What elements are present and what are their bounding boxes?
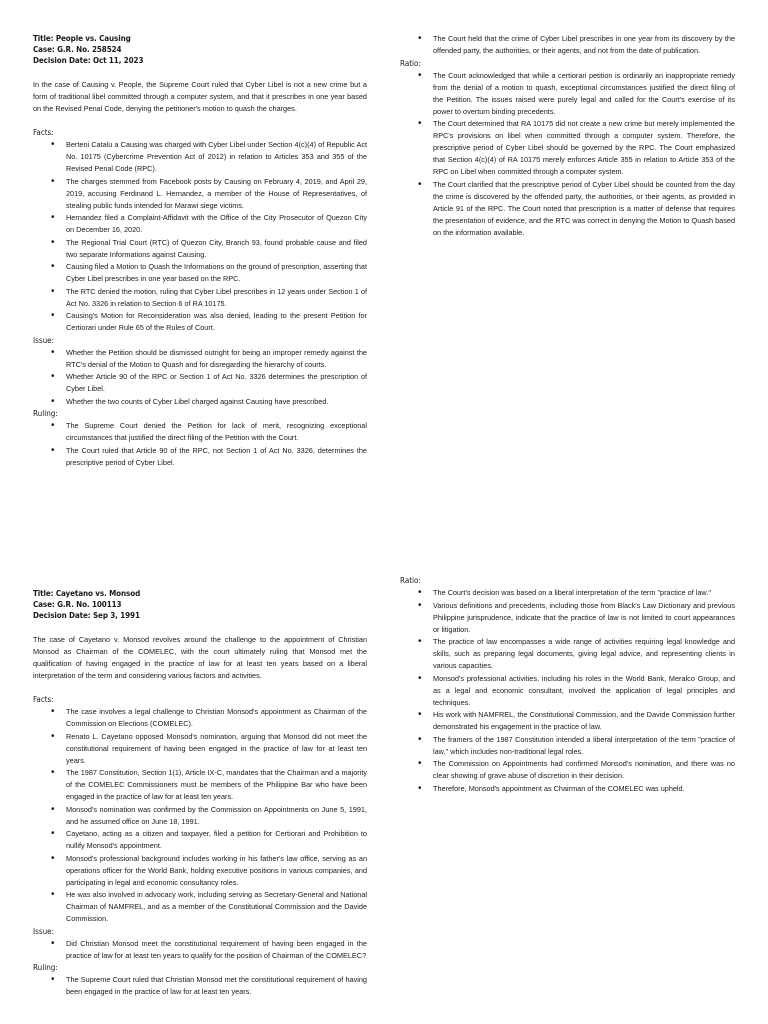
list-item: • The case involves a legal challenge to Christian Monsod's appointment as Chairman of the Commission on Elections (COMELEC).	[66, 706, 367, 730]
list-item: • The framers of the 1987 Constitution intended a liberal interpretation of the term "practice of law," which includes non-traditional legal roles.	[433, 734, 735, 758]
case1-issue-heading: Issue:	[33, 335, 55, 345]
case2-issue-heading: Issue:	[33, 926, 55, 936]
case2-ruling-heading: Ruling:	[33, 963, 58, 972]
case1-facts-list	[33, 139, 367, 334]
list-item: • His work with NAMFREL, the Constitutional Commission, and the Davide Commission further demonstrated his engagement in the practice of law.	[433, 709, 735, 733]
case1-left-column	[33, 33, 367, 469]
list-item: • The Court determined that RA 10175 did not create a new crime but merely implemented the RPC's provisions on libel when committed through a computer system. Therefore, the prescriptive period of Cyber Libel should be governed by the RPC. The Court emphasized that Section 4(c)(4) of RA 10175 merely enforces Article 355 in relation to Article 353 of the RPC on Libel when committed through a computer system.	[433, 118, 735, 178]
list-item: • The Regional Trial Court (RTC) of Quezon City, Branch 93, found probable cause and filed two separate Informations against Causing.	[66, 237, 367, 261]
case2-left-column	[33, 588, 367, 999]
case1-issue-list	[33, 347, 367, 408]
case2-case-number: Case: G.R. No. 100113	[33, 600, 122, 609]
list-item: • The Court acknowledged that while a certiorari petition is ordinarily an inappropriate remedy from the denial of a motion to quash, exceptional circumstances justified the direct filing of the Petition. The issues raised were purely legal and called for the Court's exercise of its power to overturn binding precedents.	[433, 70, 735, 118]
case2-issue-list	[33, 938, 367, 962]
case2-summary: The case of Cayetano v. Monsod revolves around the challenge to the appointment of Christian Monsod as Chairman of the COMELEC, with the court ultimately ruling that Monsod met the qualification of having engaged in the practice of law for at least ten years based on a liberal interpretation of the term and considering various factors and activities.	[33, 635, 367, 680]
list-item: • Causing filed a Motion to Quash the Informations on the ground of prescription, asserting that Cyber Libel prescribes in one year based on the RPC.	[66, 261, 367, 285]
list-item: • Hernandez filed a Complaint-Affidavit with the Office of the City Prosecutor of Quezon City on December 16, 2020.	[66, 212, 367, 236]
list-item: • The 1987 Constitution, Section 1(1), Article IX-C, mandates that the Chairman and a majority of the COMELEC Commissioners must be members of the Philippine Bar who have been engaged in the practice of law for at least ten years.	[66, 767, 367, 803]
list-item: • The Court held that the crime of Cyber Libel prescribes in one year from its discovery by the offended party, the authorities, or their agents, and not from the date of publication.	[433, 33, 735, 57]
case2-ratio-list	[400, 587, 735, 795]
list-item: • The Supreme Court denied the Petition for lack of merit, recognizing exceptional circumstances that justified the direct filing of the Petition with the Court.	[66, 420, 367, 444]
case1-ratio-list	[400, 70, 735, 239]
case2-ruling-list	[33, 974, 367, 998]
case1-facts-heading: Facts:	[33, 128, 54, 137]
list-item: • The RTC denied the motion, ruling that Cyber Libel prescribes in 12 years under Section 1 of Act No. 3326 in relation to Section 6 of RA 10175.	[66, 286, 367, 310]
case2-facts-list	[33, 706, 367, 925]
list-item: • Cayetano, acting as a citizen and taxpayer, filed a petition for Certiorari and Prohibition to nullify Monsod's appointment.	[66, 828, 367, 852]
case1-ruling-heading: Ruling:	[33, 409, 58, 418]
case1-case-number: Case: G.R. No. 258524	[33, 45, 122, 54]
case1-decision-date: Decision Date: Oct 11, 2023	[33, 56, 144, 65]
list-item: • The Commission on Appointments had confirmed Monsod's nomination, and there was no clear showing of grave abuse of discretion in their decision.	[433, 758, 735, 782]
list-item: • The Supreme Court ruled that Christian Monsod met the constitutional requirement of having been engaged in the practice of law for at least ten years.	[66, 974, 367, 998]
case1-right-column	[400, 33, 735, 239]
list-item: • He was also involved in advocacy work, including serving as Secretary-General and National Chairman of NAMFREL, and as a member of the Constitutional Commission and the Davide Commission.	[66, 889, 367, 925]
list-item: • Whether the Petition should be dismissed outright for being an improper remedy against the RTC's denial of the Motion to Quash and for disregarding the hierarchy of courts.	[66, 347, 367, 371]
list-item: • Monsod's professional background includes working in his father's law office, serving as an operations officer for the World Bank, holding executive positions in various companies, and participating in legal and economic consultancy roles.	[66, 853, 367, 889]
list-item: • Did Christian Monsod meet the constitutional requirement of having been engaged in the practice of law for at least ten years to qualify for the position of Chairman of the COMELEC?	[66, 938, 367, 962]
list-item: • Renato L. Cayetano opposed Monsod's nomination, arguing that Monsod did not meet the constitutional requirement of having been engaged in the practice of law for at least ten years.	[66, 731, 367, 767]
case1-ratio-heading: Ratio:	[400, 58, 421, 68]
case1-ruling-continued-list	[400, 33, 735, 57]
case2-facts-heading: Facts:	[33, 695, 54, 704]
list-item: • The Court's decision was based on a liberal interpretation of the term "practice of law."	[433, 587, 735, 599]
list-item: • Monsod's nomination was confirmed by the Commission on Appointments on June 5, 1991, and he assumed office on June 18, 1991.	[66, 804, 367, 828]
case1-title: Title: People vs. Causing	[33, 34, 131, 43]
list-item: • Monsod's professional activities, including his roles in the World Bank, Meralco Group, and as a legal and economic consultant, involved the application of legal principles and techniques.	[433, 673, 735, 709]
list-item: • Whether Article 90 of the RPC or Section 1 of Act No. 3326 determines the prescription of Cyber Libel.	[66, 371, 367, 395]
list-item: • Berteni Catalu a Causing was charged with Cyber Libel under Section 4(c)(4) of Republic Act No. 10175 (Cybercrime Prevention Act of 2012) in relation to Articles 353 and 355 of the Revised Penal Code (RPC).	[66, 139, 367, 175]
case2-ratio-heading: Ratio:	[400, 576, 421, 585]
case1-summary: In the case of Causing v. People, the Supreme Court ruled that Cyber Libel is not a new crime but a form of traditional libel committed through a computer system, and that it prescribes in one year based on the Revised Penal Code, denying the petitioner's motion to quash the charges.	[33, 80, 367, 113]
list-item: • Various definitions and precedents, including those from Black's Law Dictionary and previous Philippine jurisprudence, indicate that the practice of law is not limited to court appearances or litigation.	[433, 600, 735, 636]
list-item: • Whether the two counts of Cyber Libel charged against Causing have prescribed.	[66, 396, 367, 408]
case2-decision-date: Decision Date: Sep 3, 1991	[33, 611, 140, 620]
case2-title: Title: Cayetano vs. Monsod	[33, 589, 141, 598]
list-item: • The practice of law encompasses a wide range of activities requiring legal knowledge and skills, such as preparing legal documents, giving legal advice, and representing clients in various capacities.	[433, 636, 735, 672]
list-item: • Causing's Motion for Reconsideration was also denied, leading to the present Petition for Certiorari under Rule 65 of the Rules of Court.	[66, 310, 367, 334]
list-item: • The charges stemmed from Facebook posts by Causing on February 4, 2019, and April 29, 2019, accusing Ferdinand L. Hernandez, a member of the House of Representatives, of stealing public funds intended for Marawi siege victims.	[66, 176, 367, 212]
list-item: • The Court ruled that Article 90 of the RPC, not Section 1 of Act No. 3326, determines the prescriptive period of Cyber Libel.	[66, 445, 367, 469]
case2-right-column	[400, 575, 735, 795]
list-item: • Therefore, Monsod's appointment as Chairman of the COMELEC was upheld.	[433, 783, 735, 795]
list-item: • The Court clarified that the prescriptive period of Cyber Libel should be counted from the day the crime is discovered by the offended party, the authorities, or their agents, as provided in Article 91 of the RPC. The Court noted that prescription is a matter of defense that requires the presentation of evidence, and the RTC was correct in denying the Motion to Quash based on the information available.	[433, 179, 735, 239]
case1-ruling-list	[33, 420, 367, 469]
